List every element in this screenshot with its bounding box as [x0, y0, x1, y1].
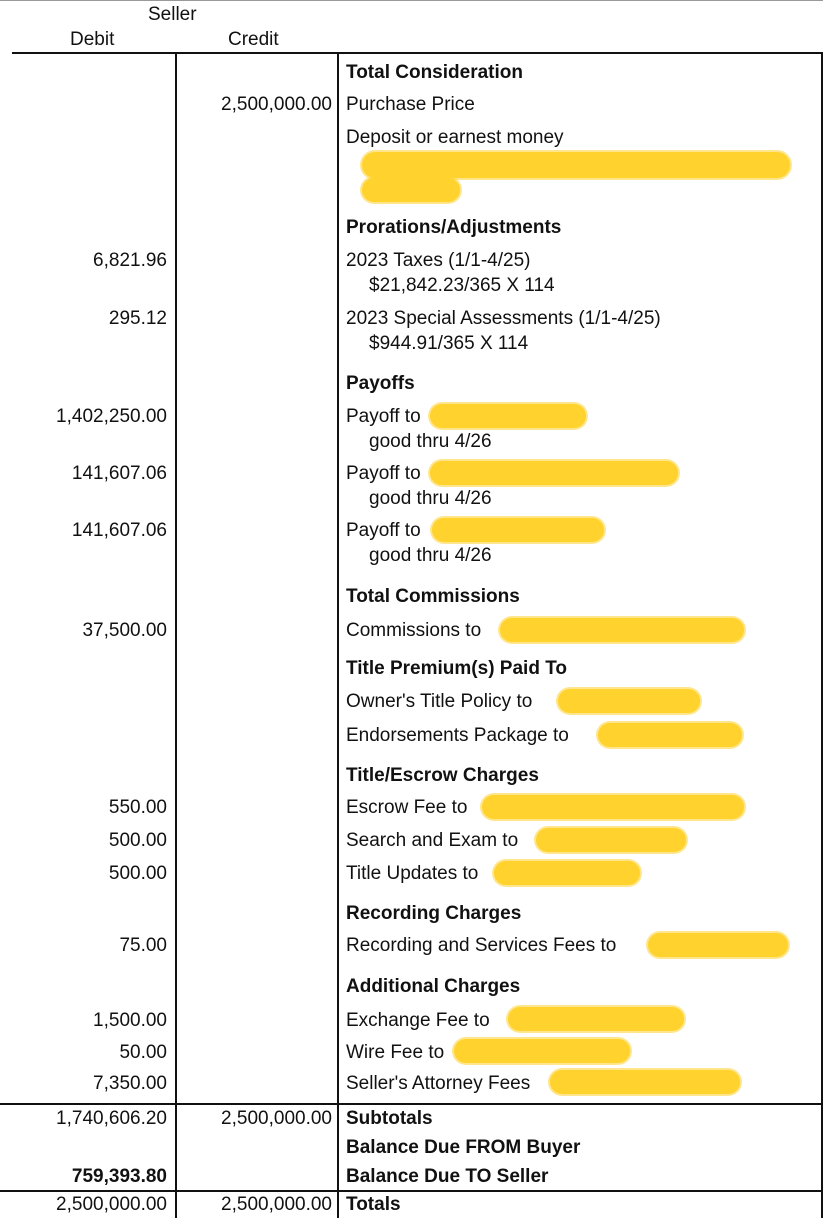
totals-label: Totals: [346, 1194, 401, 1215]
commissions-debit: 37,500.00: [82, 620, 167, 641]
redaction-mark: [598, 723, 742, 747]
recording-fees-debit: 75.00: [119, 935, 167, 956]
attorney-fees-debit: 7,350.00: [93, 1073, 167, 1094]
section-prorations: Prorations/Adjustments: [346, 217, 562, 238]
title-updates-debit: 500.00: [108, 863, 167, 884]
purchase-price-credit: 2,500,000.00: [221, 94, 332, 115]
taxes-calc: $21,842.23/365 X 114: [369, 275, 555, 296]
section-title-escrow: Title/Escrow Charges: [346, 765, 539, 786]
debit-header: Debit: [70, 29, 115, 50]
purchase-price-desc: Purchase Price: [346, 94, 475, 115]
title-updates-desc: Title Updates to: [346, 863, 479, 884]
exchange-fee-debit: 1,500.00: [93, 1010, 167, 1031]
balance-to-seller-debit: 759,393.80: [71, 1166, 167, 1187]
special-desc: 2023 Special Assessments (1/1-4/25): [346, 308, 661, 329]
escrow-fee-desc: Escrow Fee to: [346, 797, 468, 818]
redaction-mark: [432, 518, 604, 542]
wire-fee-desc: Wire Fee to: [346, 1042, 445, 1063]
payoff3-desc: Payoff to: [346, 520, 421, 541]
redaction-mark: [362, 152, 790, 178]
escrow-fee-debit: 550.00: [108, 797, 167, 818]
redaction-mark: [536, 828, 686, 852]
redaction-mark: [558, 689, 700, 713]
section-payoffs: Payoffs: [346, 373, 415, 394]
payoff2-desc: Payoff to: [346, 463, 421, 484]
totals-credit: 2,500,000.00: [221, 1194, 332, 1215]
redaction-mark: [430, 461, 678, 485]
payoff1-debit: 1,402,250.00: [56, 406, 167, 427]
taxes-desc: 2023 Taxes (1/1-4/25): [346, 250, 531, 271]
seller-header: Seller: [148, 4, 197, 25]
section-commissions: Total Commissions: [346, 586, 520, 607]
owners-policy-desc: Owner's Title Policy to: [346, 691, 533, 712]
exchange-fee-desc: Exchange Fee to: [346, 1010, 490, 1031]
column-divider-2: [337, 53, 339, 1218]
special-debit: 295.12: [108, 308, 167, 329]
payoff2-good-thru: good thru 4/26: [369, 488, 492, 509]
redaction-mark: [550, 1070, 740, 1094]
top-border: [0, 0, 823, 1]
redaction-mark: [482, 795, 744, 819]
redaction-mark: [500, 618, 744, 642]
redaction-mark: [508, 1007, 684, 1031]
column-divider-1: [175, 53, 177, 1218]
payoff3-debit: 141,607.06: [71, 520, 167, 541]
balance-to-seller-label: Balance Due TO Seller: [346, 1166, 549, 1187]
subtotal-credit: 2,500,000.00: [221, 1108, 332, 1129]
section-additional: Additional Charges: [346, 976, 521, 997]
payoff3-good-thru: good thru 4/26: [369, 545, 492, 566]
taxes-debit: 6,821.96: [93, 250, 167, 271]
subtotal-debit: 1,740,606.20: [56, 1108, 167, 1129]
search-exam-debit: 500.00: [108, 830, 167, 851]
wire-fee-debit: 50.00: [119, 1042, 167, 1063]
deposit-desc: Deposit or earnest money: [346, 127, 564, 148]
section-recording: Recording Charges: [346, 903, 522, 924]
header-rule: [12, 52, 823, 54]
redaction-mark: [648, 933, 788, 957]
payoff1-good-thru: good thru 4/26: [369, 431, 492, 452]
special-calc: $944.91/365 X 114: [369, 333, 529, 354]
totals-debit: 2,500,000.00: [56, 1194, 167, 1215]
redaction-mark: [430, 404, 586, 428]
payoff1-desc: Payoff to: [346, 406, 421, 427]
subtotals-label: Subtotals: [346, 1108, 433, 1129]
redaction-mark: [494, 861, 640, 885]
search-exam-desc: Search and Exam to: [346, 830, 519, 851]
endorsements-desc: Endorsements Package to: [346, 725, 569, 746]
subtotal-rule: [0, 1103, 823, 1105]
balance-from-buyer-label: Balance Due FROM Buyer: [346, 1137, 581, 1158]
credit-header: Credit: [228, 29, 279, 50]
totals-rule: [0, 1190, 823, 1192]
section-title-premiums: Title Premium(s) Paid To: [346, 658, 568, 679]
recording-fees-desc: Recording and Services Fees to: [346, 935, 617, 956]
payoff2-debit: 141,607.06: [71, 463, 167, 484]
section-total-consideration: Total Consideration: [346, 62, 523, 83]
redaction-mark: [454, 1039, 630, 1063]
redaction-mark: [362, 178, 460, 202]
commissions-desc: Commissions to: [346, 620, 482, 641]
attorney-fees-desc: Seller's Attorney Fees: [346, 1073, 531, 1094]
